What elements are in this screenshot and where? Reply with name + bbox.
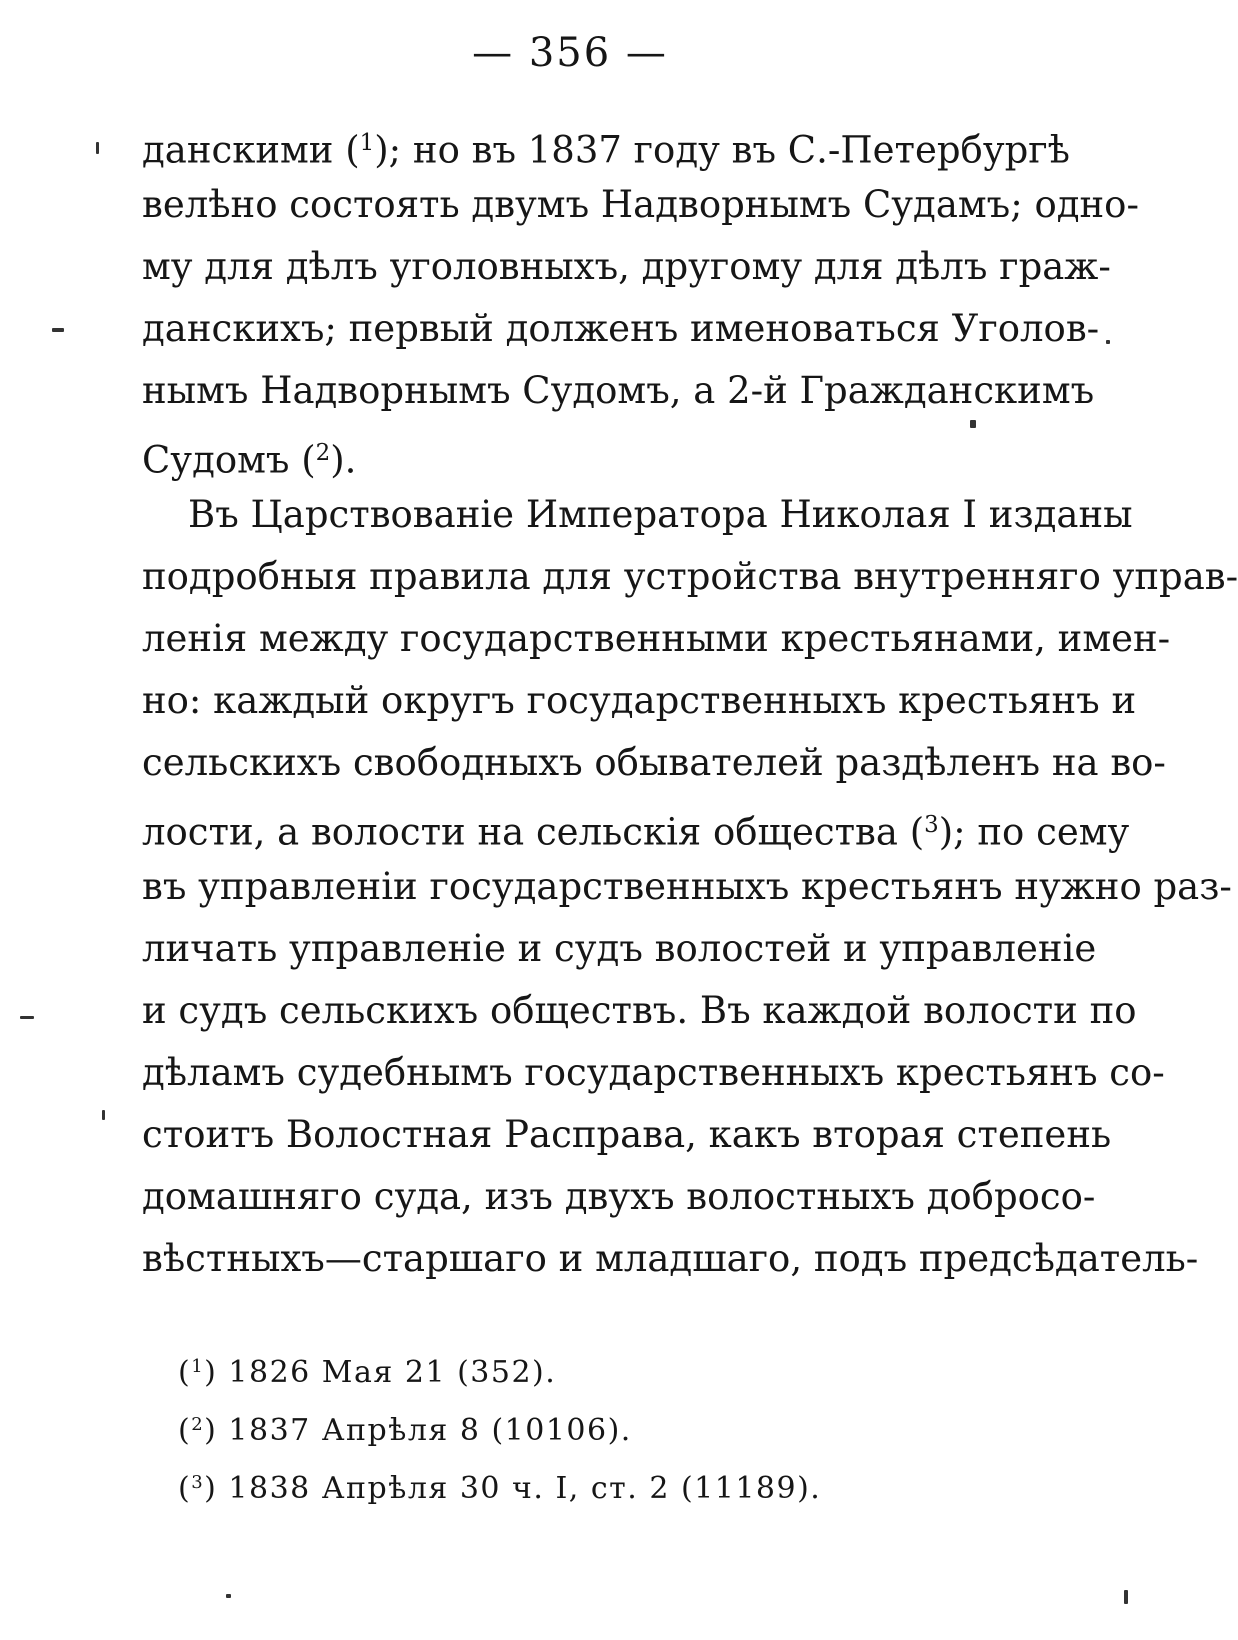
text-line: и судъ сельскихъ обществъ. Въ каждой волости по xyxy=(142,989,1137,1032)
paragraph xyxy=(142,484,1238,1290)
footnote-reference: 3 xyxy=(924,812,939,838)
scan-speck xyxy=(102,1110,105,1120)
footnote-marker: ($^1$) xyxy=(178,1354,229,1390)
text-line: велѣно состоять двумъ Надворнымъ Судамъ; одно- xyxy=(142,183,1139,226)
scan-speck xyxy=(1124,1590,1128,1604)
footnote-text: 1838 Апрѣля 30 ч. I, ст. 2 (11189). xyxy=(228,1470,822,1506)
text-line: данскихъ; первый долженъ именоваться Уголов- xyxy=(142,307,1100,350)
footnote-text: 1837 Апрѣля 8 (10106). xyxy=(228,1412,632,1448)
page-number: — 356 — xyxy=(472,30,668,76)
scan-speck xyxy=(970,420,976,428)
text-line: личать управленіе и судъ волостей и управленіе xyxy=(142,927,1097,970)
scan-speck xyxy=(1106,340,1110,344)
text-line: дѣламъ судебнымъ государственныхъ крестьянъ со- xyxy=(142,1051,1165,1094)
footnote-marker: ($^2$) xyxy=(178,1412,229,1448)
footnote-marker: ($^3$) xyxy=(178,1470,229,1506)
footnote xyxy=(178,1396,938,1454)
scan-speck xyxy=(52,328,64,332)
body-text xyxy=(142,112,1238,1290)
text-line: му для дѣлъ уголовныхъ, другому для дѣлъ граж- xyxy=(142,245,1111,288)
text-line: стоитъ Волостная Расправа, какъ вторая степень xyxy=(142,1113,1112,1156)
text-line: Въ Царствованіе Императора Николая I изданы xyxy=(188,493,1133,536)
footnotes xyxy=(178,1338,938,1512)
text-line: сельскихъ свободныхъ обывателей раздѣленъ на во- xyxy=(142,741,1166,784)
text-line: ленія между государственными крестьянами, имен- xyxy=(142,617,1171,660)
text-line: въ управленіи государственныхъ крестьянъ нужно раз- xyxy=(142,865,1232,908)
footnote xyxy=(178,1338,938,1396)
text-line: Судомъ ($^2$). xyxy=(142,438,357,482)
text-line: но: каждый округъ государственныхъ крестьянъ и xyxy=(142,679,1137,722)
footnote-reference: 2 xyxy=(315,440,331,466)
scan-speck xyxy=(20,1016,34,1019)
footnote-text: 1826 Мая 21 (352). xyxy=(228,1354,557,1390)
text-line: вѣстныхъ—старшаго и младшаго, подъ предсѣдатель- xyxy=(142,1237,1199,1280)
text-line: домашняго суда, изъ двухъ волостныхъ добросо- xyxy=(142,1175,1096,1218)
text-line: подробныя правила для устройства внутренняго управ- xyxy=(142,555,1238,598)
footnote-reference: 1 xyxy=(359,130,375,156)
text-line: нымъ Надворнымъ Судомъ, а 2-й Гражданскимъ xyxy=(142,369,1095,412)
scan-speck xyxy=(96,142,99,154)
scan-speck xyxy=(226,1594,231,1598)
paragraph xyxy=(142,112,1139,484)
text-line: лости, а волости на сельскія общества ($^3$); по сему xyxy=(142,810,1130,854)
text-line: данскими ($^1$); но въ 1837 году въ С.-Петербургѣ xyxy=(142,128,1070,172)
footnote xyxy=(178,1454,938,1512)
